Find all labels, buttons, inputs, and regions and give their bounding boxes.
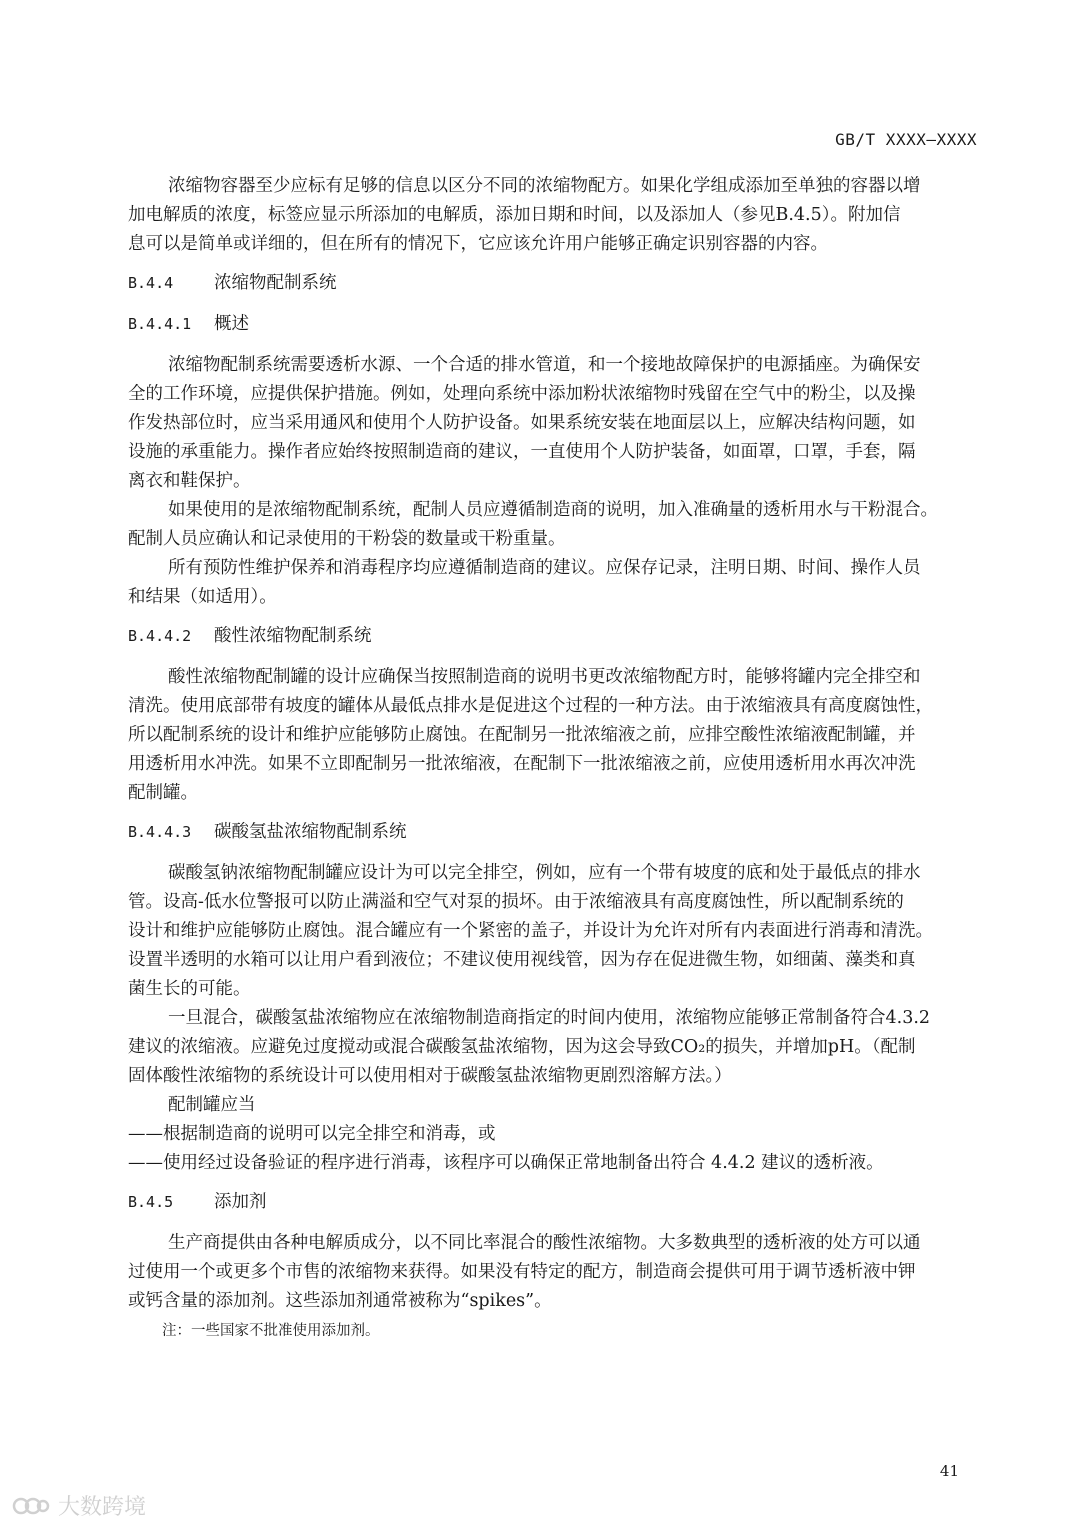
list-item: ——使用经过设备验证的程序进行消毒，该程序可以确保正常地制备出符合 4.4.2 建议的透析液。 — [128, 1153, 884, 1173]
text-line: 和结果（如适用）。 — [128, 587, 277, 607]
paragraph — [128, 1229, 978, 1316]
text-line: 管。设高-低水位警报可以防止满溢和空气对泵的损坏。由于浓缩液具有高度腐蚀性，所以配制系统的 — [128, 892, 904, 912]
dash-list — [128, 1120, 978, 1178]
section-number: B.4.5 — [128, 1193, 174, 1211]
text-line: 生产商提供由各种电解质成分，以不同比率混合的酸性浓缩物。大多数典型的透析液的处方可以通 — [168, 1233, 921, 1253]
section-heading-b45 — [128, 1188, 978, 1217]
text-line: 或钙含量的添加剂。这些添加剂通常被称为“spikes”。 — [128, 1291, 552, 1311]
text-line: 浓缩物容器至少应标有足够的信息以区分不同的浓缩物配方。如果化学组成添加至单独的容器以增 — [168, 176, 921, 196]
text-line: 菌生长的可能。 — [128, 979, 251, 999]
section-title: 酸性浓缩物配制系统 — [214, 626, 372, 646]
document-body — [128, 172, 978, 1344]
text-line: 息可以是简单或详细的，但在所有的情况下，它应该允许用户能够正确定识别容器的内容。 — [128, 234, 828, 254]
section-heading-b4442 — [128, 622, 978, 651]
section-title: 碳酸氢盐浓缩物配制系统 — [214, 822, 407, 842]
text-line: 配制罐。 — [128, 783, 198, 803]
section-heading-b4443 — [128, 818, 978, 847]
text-line: 全的工作环境，应提供保护措施。例如，处理向系统中添加粉状浓缩物时残留在空气中的粉尘，以及操 — [128, 384, 916, 404]
section-number: B.4.4 — [128, 274, 174, 292]
text-line: 加电解质的浓度，标签应显示所添加的电解质，添加日期和时间，以及添加人（参见B.4.5）。附加信 — [128, 205, 901, 225]
section-title: 添加剂 — [214, 1192, 267, 1212]
text-line: 清洗。使用底部带有坡度的罐体从最低点排水是促进这个过程的一种方法。由于浓缩液具有高度腐蚀性， — [128, 696, 933, 716]
section-number: B.4.4.3 — [128, 823, 192, 841]
paragraph — [128, 663, 978, 808]
text-line: 用透析用水冲洗。如果不立即配制另一批浓缩液，在配制下一批浓缩液之前，应使用透析用水再次冲洗 — [128, 754, 916, 774]
watermark-text: 大数跨境 — [58, 1495, 147, 1520]
watermark-logo-icon — [12, 1495, 50, 1517]
paragraph — [128, 496, 978, 554]
text-line: 过使用一个或更多个市售的浓缩物来获得。如果没有特定的配方，制造商会提供可用于调节透析液中钾 — [128, 1262, 916, 1282]
list-intro: 配制罐应当 — [168, 1095, 256, 1115]
text-line: 作发热部位时，应当采用通风和使用个人防护设备。如果系统安装在地面层以上，应解决结构问题，如 — [128, 413, 916, 433]
text-line: 浓缩物配制系统需要透析水源、一个合适的排水管道，和一个接地故障保护的电源插座。为确保安 — [168, 355, 921, 375]
text-line: 固体酸性浓缩物的系统设计可以使用相对于碳酸氢盐浓缩物更剧烈溶解方法。） — [128, 1066, 732, 1086]
page-number: 41 — [939, 1462, 959, 1480]
paragraph — [128, 554, 978, 612]
text-line: 如果使用的是浓缩物配制系统，配制人员应遵循制造商的说明，加入准确量的透析用水与干粉混合。 — [168, 500, 938, 520]
text-line: 酸性浓缩物配制罐的设计应确保当按照制造商的说明书更改浓缩物配方时，能够将罐内完全排空和 — [168, 667, 921, 687]
section-heading-b444 — [128, 269, 978, 298]
list-item: ——根据制造商的说明可以完全排空和消毒，或 — [128, 1124, 496, 1144]
watermark — [12, 1490, 146, 1521]
document-code: GB/T XXXX—XXXX — [835, 130, 977, 149]
section-heading-b4441 — [128, 310, 978, 339]
note: 注：一些国家不批准使用添加剂。 — [162, 1323, 380, 1339]
text-line: 设施的承重能力。操作者应始终按照制造商的建议，一直使用个人防护装备，如面罩，口罩，手套，隔 — [128, 442, 916, 462]
text-line: 建议的浓缩液。应避免过度搅动或混合碳酸氢盐浓缩物，因为这会导致CO₂的损失，并增加pH。（配制 — [128, 1037, 916, 1057]
section-number: B.4.4.1 — [128, 315, 192, 333]
intro-paragraph — [128, 172, 978, 259]
text-line: 一旦混合，碳酸氢盐浓缩物应在浓缩物制造商指定的时间内使用，浓缩物应能够正常制备符合4.3.2 — [168, 1008, 931, 1028]
text-line: 设计和维护应能够防止腐蚀。混合罐应有一个紧密的盖子，并设计为允许对所有内表面进行消毒和清洗。 — [128, 921, 933, 941]
text-line: 配制人员应确认和记录使用的干粉袋的数量或干粉重量。 — [128, 529, 566, 549]
text-line: 所有预防性维护保养和消毒程序均应遵循制造商的建议。应保存记录，注明日期、时间、操作人员 — [168, 558, 921, 578]
section-number: B.4.4.2 — [128, 627, 192, 645]
text-line: 碳酸氢钠浓缩物配制罐应设计为可以完全排空，例如，应有一个带有坡度的底和处于最低点的排水 — [168, 863, 921, 883]
paragraph — [128, 1004, 978, 1091]
paragraph — [128, 351, 978, 496]
text-line: 所以配制系统的设计和维护应能够防止腐蚀。在配制另一批浓缩液之前，应排空酸性浓缩液配制罐，并 — [128, 725, 916, 745]
text-line: 设置半透明的水箱可以让用户看到液位；不建议使用视线管，因为存在促进微生物，如细菌、藻类和真 — [128, 950, 916, 970]
text-line: 离衣和鞋保护。 — [128, 471, 251, 491]
section-title: 浓缩物配制系统 — [214, 273, 337, 293]
paragraph — [128, 859, 978, 1004]
section-title: 概述 — [214, 314, 249, 334]
